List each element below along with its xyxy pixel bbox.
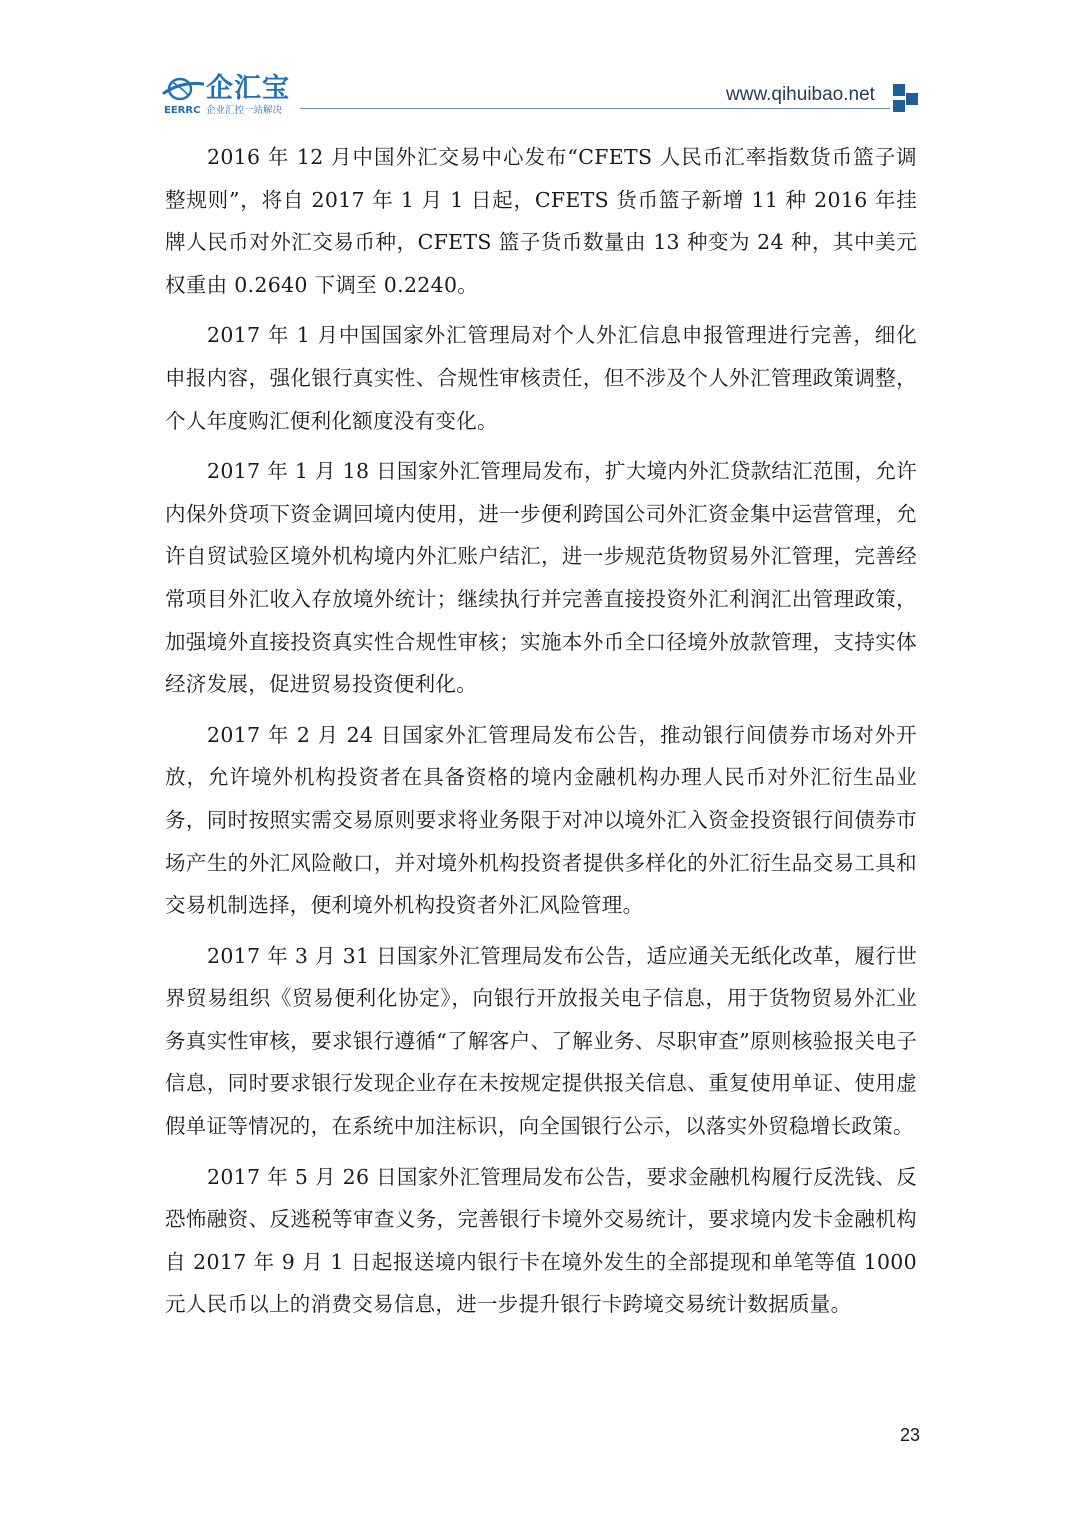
paragraph-personal-fx: 2017 年 1 月中国国家外汇管理局对个人外汇信息申报管理进行完善，细化申报内容，强化银行真实性、合规性审核责任，但不涉及个人外汇管理政策调整，个人年度购汇便利化额度没有变化。	[165, 323, 917, 433]
header-divider	[300, 108, 890, 109]
paragraph-loan-settlement: 2017 年 1 月 18 日国家外汇管理局发布，扩大境内外汇贷款结汇范围，允许内保外贷项下资金调回境内使用，进一步便利跨国公司外汇资金集中运营管理，允许自贸试验区境外机构境内外汇账户结汇，进一步规范货物贸易外汇管理，完善经常项目外汇收入存放境外统计；继续执行并完善直接投资外汇利润汇出管理政策，加强境外直接投资真实性合规性审核；实施本外币全口径境外放款管理，支持实体经济发展，促进贸易投资便利化。	[165, 459, 917, 697]
brand-name: 企汇宝	[206, 73, 290, 104]
brand-slogan: 企业汇控一站解决	[206, 105, 283, 116]
brand-logo	[162, 74, 302, 120]
square-blocks-icon	[893, 84, 919, 114]
brand-name-en: EERRC	[164, 105, 201, 116]
page-number: 23	[899, 1425, 920, 1445]
globe-swoosh-icon	[162, 76, 204, 102]
paragraph-cfets-basket: 2016 年 12 月中国外汇交易中心发布“CFETS 人民币汇率指数货币篮子调整规则”，将自 2017 年 1 月 1 日起，CFETS 货币篮子新增 11 种 2016 年挂牌人民币对外汇交易币种，CFETS 篮子货币数量由 13 种变为 24 种，其中美元权重由 0.2640 下调至 0.2240。	[165, 145, 917, 297]
document-body	[165, 136, 917, 1334]
page-header	[0, 0, 1080, 130]
paragraph-bond-market: 2017 年 2 月 24 日国家外汇管理局发布公告，推动银行间债券市场对外开放，允许境外机构投资者在具备资格的境内金融机构办理人民币对外汇衍生品业务，同时按照实需交易原则要求将业务限于对冲以境外汇入资金投资银行间债券市场产生的外汇风险敞口，并对境外机构投资者提供多样化的外汇衍生品交易工具和交易机制选择，便利境外机构投资者外汇风险管理。	[165, 722, 917, 918]
paragraph-customs-info: 2017 年 3 月 31 日国家外汇管理局发布公告，适应通关无纸化改革，履行世界贸易组织《贸易便利化协定》，向银行开放报关电子信息，用于货物贸易外汇业务真实性审核，要求银行遵循“了解客户、了解业务、尽职审查”原则核验报关电子信息，同时要求银行发现企业存在未按规定提供报关信息、重复使用单证、使用虚假单证等情况的，在系统中加注标识，向全国银行公示，以落实外贸稳增长政策。	[165, 943, 917, 1139]
site-url: www.qihuibao.net	[726, 84, 875, 105]
paragraph-bank-card: 2017 年 5 月 26 日国家外汇管理局发布公告，要求金融机构履行反洗钱、反恐怖融资、反逃税等审查义务，完善银行卡境外交易统计，要求境内发卡金融机构自 2017 年 9 月 1 日起报送境内银行卡在境外发生的全部提现和单笔等值 1000 元人民币以上的消费交易信息，进一步提升银行卡跨境交易统计数据质量。	[165, 1164, 917, 1317]
